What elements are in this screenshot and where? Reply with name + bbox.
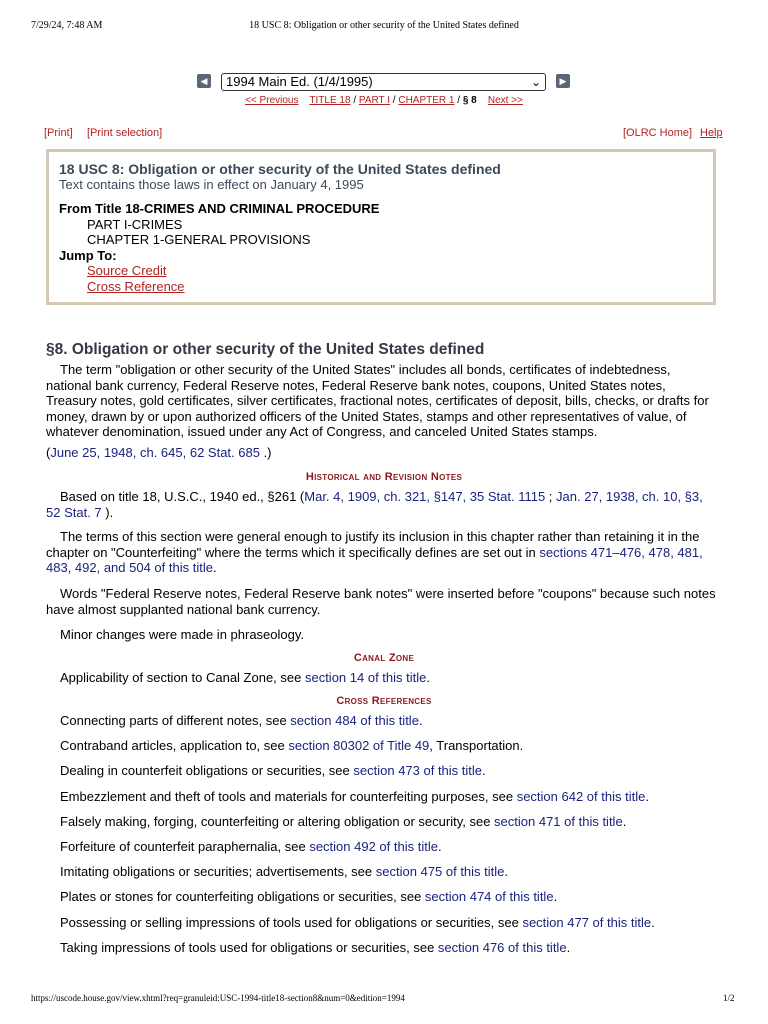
cross-reference-link[interactable]: section 80302 of Title 49	[288, 738, 430, 754]
chevron-right-icon: ▶	[559, 76, 567, 86]
breadcrumb-section: § 8	[462, 95, 477, 106]
historical-notes-heading: Historical and Revision Notes	[305, 471, 463, 483]
previous-edition-button[interactable]	[197, 74, 211, 88]
section-text: The term "obligation or other security of the United States" includes all bonds, certificates of indebtedness, national bank currency, Federal Reserve notes, Federal Reserve bank notes, coupons, United States notes, Treasury notes, gold certificates, silver certificates, fractional notes, certificates of deposit, bills, checks, or drafts for money, drawn by or upon authorized officers of the United States, stamps and other representatives of value, of whatever denomination, issued under any Act of Congress, and canceled United States stamps.	[46, 362, 709, 440]
summary-title: 18 USC 8: Obligation or other security of the United States defined	[59, 161, 501, 177]
part-heading: PART I-CRIMES	[87, 216, 183, 232]
cross-reference-text: Falsely making, forging, counterfeiting or altering obligation or security, see	[60, 813, 495, 829]
section-14-link[interactable]: section 14 of this title	[304, 670, 427, 685]
breadcrumb-separator: /	[457, 95, 461, 106]
chevron-left-icon: ◀	[200, 76, 208, 86]
breadcrumb-separator: /	[392, 95, 396, 106]
cross-reference-end: .	[651, 914, 655, 930]
cross-reference-item	[60, 940, 570, 955]
jump-to-label: Jump To:	[59, 247, 117, 263]
historical-notes-p2: The terms of this section were general enough to justify its inclusion in this chapter rather than retaining it in the chapter on "Counterfeiting" where the terms which it specifically defines are set out in sections 471–476, 478, 481, 483, 492, and 504 of this title.	[46, 529, 703, 576]
historical-notes-p3: Words "Federal Reserve notes, Federal Reserve bank notes" were inserted before "coupons" because such notes have almost supplanted national bank currency.	[46, 586, 716, 617]
cross-reference-end: .	[566, 939, 571, 955]
print-link[interactable]: [Print]	[44, 127, 73, 139]
edition-select-value: 1994 Main Ed. (1/4/1995)	[226, 74, 373, 89]
cross-reference-end: , Transportation.	[429, 738, 524, 754]
chevron-down-icon: ⌄	[530, 75, 541, 89]
next-section-link[interactable]: Next >>	[487, 95, 523, 106]
print-selection-link[interactable]: [Print selection]	[87, 127, 163, 139]
cross-reference-end: .	[418, 713, 423, 728]
cross-reference-text: Connecting parts of different notes, see	[60, 713, 291, 728]
breadcrumb-title[interactable]: TITLE 18	[309, 95, 351, 106]
from-title: From Title 18-CRIMES AND CRIMINAL PROCEDURE	[59, 201, 380, 216]
breadcrumb-chapter[interactable]: CHAPTER 1	[398, 95, 455, 106]
breadcrumb-part[interactable]: PART I	[358, 95, 391, 106]
section-heading: §8. Obligation or other security of the United States defined	[46, 341, 485, 358]
cross-references-heading: Cross References	[336, 695, 432, 707]
statute-link-1909[interactable]: Mar. 4, 1909, ch. 321, §147, 35 Stat. 1115	[304, 489, 546, 504]
previous-section-link[interactable]: << Previous	[245, 95, 299, 106]
cross-reference-text: Imitating obligations or securities; advertisements, see	[60, 864, 376, 880]
print-page-title: 18 USC 8: Obligation or other security of the United States defined	[249, 20, 519, 31]
cross-reference-link[interactable]: section 474 of this title	[424, 889, 554, 905]
cross-reference-item	[60, 864, 508, 879]
source-credit-link[interactable]: June 25, 1948, ch. 645, 62 Stat. 685	[50, 444, 260, 460]
cross-reference-end: .	[553, 889, 558, 905]
cross-reference-text: Possessing or selling impressions of tools used for obligations or securities, see	[60, 914, 523, 930]
statute-link-1938[interactable]: Jan. 27, 1938, ch. 10, §3, 52 Stat. 7	[46, 489, 703, 520]
cross-reference-item	[60, 915, 655, 930]
cross-reference-text: Contraband articles, application to, see	[60, 738, 289, 754]
cross-reference-item	[60, 789, 649, 804]
next-edition-button[interactable]	[556, 74, 570, 88]
jump-cross-reference-link[interactable]: Cross Reference	[87, 278, 185, 294]
edition-select[interactable]	[221, 73, 546, 91]
cross-reference-link[interactable]: section 492 of this title	[309, 839, 438, 854]
historical-notes-p4: Minor changes were made in phraseology.	[60, 627, 305, 642]
cross-reference-link[interactable]: section 476 of this title	[437, 939, 567, 955]
cross-reference-link[interactable]: section 475 of this title	[375, 864, 505, 880]
help-link[interactable]: Help	[700, 127, 723, 139]
breadcrumb-separator: /	[353, 95, 357, 106]
cross-reference-link[interactable]: section 471 of this title	[494, 813, 623, 829]
cross-reference-item	[60, 713, 423, 728]
olrc-home-link[interactable]: [OLRC Home]	[623, 127, 693, 139]
cross-reference-link[interactable]: section 484 of this title	[290, 713, 419, 728]
historical-notes-p1: Based on title 18, U.S.C., 1940 ed., §261 (Mar. 4, 1909, ch. 321, §147, 35 Stat. 1115 ; Jan. 27, 1938, ch. 10, §3, 52 Stat. 7 ).	[46, 489, 703, 520]
print-datetime: 7/29/24, 7:48 AM	[31, 20, 103, 31]
cross-reference-link[interactable]: section 473 of this title	[353, 763, 483, 779]
cross-reference-item	[60, 839, 442, 854]
cross-reference-text: Dealing in counterfeit obligations or securities, see	[60, 763, 354, 779]
breadcrumb	[0, 95, 768, 106]
cross-reference-text: Forfeiture of counterfeit paraphernalia, see	[60, 839, 310, 854]
cross-reference-text: Plates or stones for counterfeiting obligations or securities, see	[60, 889, 425, 905]
sections-471-476-link[interactable]: sections 471–476, 478, 481, 483, 492, and 504 of this title	[46, 544, 703, 576]
cross-reference-text: Taking impressions of tools used for obligations or securities, see	[60, 939, 438, 955]
cross-reference-item	[60, 738, 523, 753]
cross-reference-link[interactable]: section 477 of this title	[522, 914, 652, 930]
cross-reference-item	[60, 763, 486, 778]
print-footer-page: 1/2	[723, 993, 735, 1003]
cross-reference-end: .	[622, 813, 627, 829]
cross-reference-item	[60, 814, 626, 829]
section-text-block	[46, 362, 718, 461]
canal-zone-heading: Canal Zone	[353, 652, 415, 664]
print-footer-url: https://uscode.house.gov/view.xhtml?req=granuleid:USC-1994-title18-section8&num=0&edition=1994	[31, 993, 405, 1003]
cross-reference-text: Embezzlement and theft of tools and materials for counterfeiting purposes, see	[60, 788, 517, 804]
cross-reference-end: .	[504, 864, 509, 880]
source-credit: (June 25, 1948, ch. 645, 62 Stat. 685 .)	[46, 444, 272, 460]
cross-reference-end: .	[437, 839, 442, 854]
summary-subtitle: Text contains those laws in effect on January 4, 1995	[59, 177, 364, 192]
jump-source-credit-link[interactable]: Source Credit	[87, 263, 167, 278]
summary-box	[46, 149, 716, 305]
cross-reference-end: .	[645, 788, 649, 804]
cross-reference-item	[60, 889, 557, 904]
chapter-heading: CHAPTER 1-GENERAL PROVISIONS	[87, 232, 311, 247]
cross-reference-link[interactable]: section 642 of this title	[516, 788, 646, 804]
canal-zone-note: Applicability of section to Canal Zone, see section 14 of this title.	[60, 670, 430, 685]
cross-reference-end: .	[482, 763, 486, 779]
